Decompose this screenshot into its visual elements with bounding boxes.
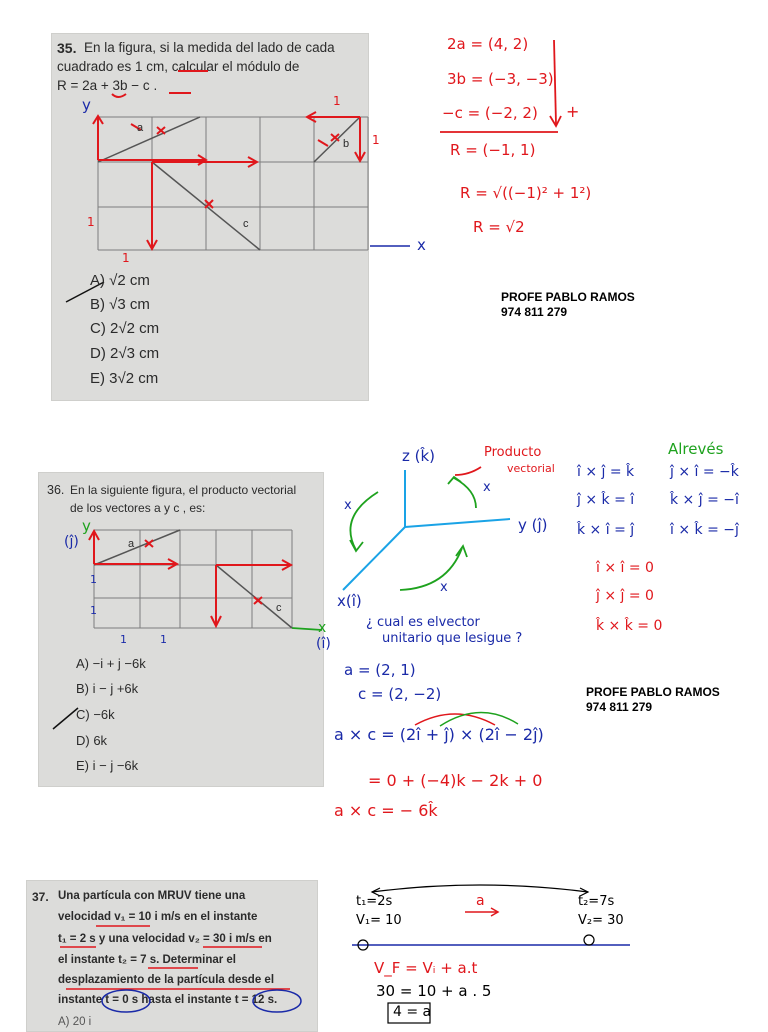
q36-reves-title: Alrevés bbox=[668, 440, 724, 458]
q36-zero-rule-2: ĵ × ĵ = 0 bbox=[596, 588, 654, 604]
q36-zero-rule-3: k̂ × k̂ = 0 bbox=[596, 618, 663, 634]
q37-number: 37. bbox=[32, 890, 49, 904]
q37-line2: velocidad v₁ = 10 i m/s en el instante bbox=[58, 911, 258, 923]
credit-name: PROFE PABLO RAMOS bbox=[501, 290, 635, 304]
q36-option-d: D) 6k bbox=[76, 733, 108, 748]
q35-work-3b: 3b = (−3, −3) bbox=[447, 70, 554, 88]
q35-number: 35. bbox=[57, 40, 77, 56]
q35-work-minus-c: −c = (−2, 2) bbox=[442, 104, 538, 122]
q35-vec-c: c bbox=[243, 218, 249, 230]
q35-axis-x: x bbox=[417, 236, 426, 254]
q36-axis-j: (ĵ) bbox=[64, 534, 79, 550]
q37-line3: t₁ = 2 s y una velocidad v₂ = 30 i m/s en bbox=[58, 933, 272, 945]
q36-question-line2: unitario que lesigue ? bbox=[382, 631, 523, 646]
q35-work-result: R = √2 bbox=[473, 218, 525, 236]
q35-axis-y: y bbox=[82, 96, 91, 114]
q36-diagram-cross-1: x bbox=[344, 498, 352, 513]
q36-option-a: A) −i + j −6k bbox=[76, 656, 146, 671]
q36-number: 36. bbox=[47, 483, 65, 497]
q36-step-eq: = 0 + (−4)k − 2k + 0 bbox=[368, 771, 543, 790]
q35-work-modulus: R = √((−1)² + 1²) bbox=[460, 184, 592, 202]
q35-one-label-bottom: 1 bbox=[122, 251, 130, 265]
q37-line1: Una partícula con MRUV tiene una bbox=[58, 890, 246, 902]
q36-diagram-y: y (ĵ) bbox=[518, 516, 548, 534]
q35-option-d: D) 2√3 cm bbox=[90, 345, 160, 362]
q36-axis-i: (î) bbox=[316, 636, 331, 652]
q37-t1: t₁=2s bbox=[356, 894, 393, 909]
q37-v2: V₂= 30 bbox=[578, 913, 624, 928]
q36-option-c: C) −6k bbox=[76, 707, 115, 722]
credit-name: PROFE PABLO RAMOS bbox=[586, 685, 720, 699]
q36-diagram-cross-3: x bbox=[440, 580, 448, 595]
q36-diagram-vectorial: vectorial bbox=[507, 462, 555, 475]
q36-rule-left-3: k̂ × î = ĵ bbox=[577, 522, 635, 538]
q36-rule-right-3: î × k̂ = −ĵ bbox=[670, 522, 739, 538]
q37-partial-option: A) 20 i bbox=[58, 1016, 92, 1028]
q36-option-b: B) i − j +6k bbox=[76, 681, 139, 696]
q37-substitution: 30 = 10 + a . 5 bbox=[376, 982, 492, 1000]
q35-vec-b: b bbox=[343, 138, 350, 150]
q35-work-2a: 2a = (4, 2) bbox=[447, 35, 529, 53]
q35-option-c: C) 2√2 cm bbox=[90, 320, 160, 337]
q37-line6: instante t = 0 s hasta el instante t = 12 s. bbox=[58, 994, 278, 1006]
q37-accel-label: a bbox=[476, 893, 485, 909]
q35-vec-a: a bbox=[137, 122, 144, 134]
q36-line1: En la siguiente figura, el producto vectorial bbox=[70, 483, 297, 497]
q35-option-b: B) √3 cm bbox=[90, 296, 150, 313]
q36-one-label-1: 1 bbox=[90, 573, 97, 586]
q36-vec-c-eq: c = (2, −2) bbox=[358, 685, 442, 703]
q36-rule-left-1: î × ĵ = k̂ bbox=[577, 464, 635, 480]
q36-zero-rule-1: î × î = 0 bbox=[596, 560, 654, 576]
q35-one-label-right: 1 bbox=[372, 133, 380, 147]
credit-phone: 974 811 279 bbox=[501, 305, 568, 319]
q35-one-label-left: 1 bbox=[87, 215, 95, 229]
q37-line4: el instante t₂ = 7 s. Determinar el bbox=[58, 954, 236, 966]
q35-plus: + bbox=[566, 102, 580, 121]
q35-option-e: E) 3√2 cm bbox=[90, 370, 159, 387]
q36-one-label-2: 1 bbox=[90, 604, 97, 617]
q36-rule-left-2: ĵ × k̂ = î bbox=[577, 492, 635, 508]
q36-axis-y: y bbox=[82, 517, 91, 535]
q36-diagram-cross-2: x bbox=[483, 480, 491, 495]
q36-axis-x: x bbox=[318, 620, 327, 636]
q37-t2: t₂=7s bbox=[578, 894, 615, 909]
q36-option-e: E) i − j −6k bbox=[76, 758, 139, 773]
q35-line3: R = 2a + 3b − c . bbox=[57, 78, 158, 93]
q36-diagram-z: z (k̂) bbox=[402, 447, 436, 465]
q36-vec-c: c bbox=[276, 602, 282, 614]
q37-line5: desplazamiento de la partícula desde el bbox=[58, 974, 275, 986]
q36-line2: de los vectores a y c , es: bbox=[70, 501, 206, 515]
q37-formula: V_F = Vᵢ + a.t bbox=[374, 959, 478, 977]
q36-rule-right-2: k̂ × ĵ = −î bbox=[670, 492, 739, 508]
credit-phone: 974 811 279 bbox=[586, 700, 653, 714]
q36-vec-a-eq: a = (2, 1) bbox=[344, 661, 416, 679]
q36-rule-right-1: ĵ × î = −k̂ bbox=[670, 464, 739, 480]
q36-diagram-x: x(î) bbox=[337, 592, 362, 610]
q37-v1: V₁= 10 bbox=[356, 913, 402, 928]
q35-one-label-top: 1 bbox=[333, 94, 341, 108]
q36-vec-a: a bbox=[128, 538, 135, 550]
q36-one-label-4: 1 bbox=[160, 633, 167, 646]
q35-line1: En la figura, si la medida del lado de cada bbox=[84, 40, 335, 55]
q36-result-eq: a × c = − 6k̂ bbox=[334, 801, 438, 820]
q37-boxed-result: 4 = a bbox=[393, 1004, 432, 1020]
q35-work-r: R = (−1, 1) bbox=[450, 141, 536, 159]
q36-one-label-3: 1 bbox=[120, 633, 127, 646]
q36-cross-eq: a × c = (2î + ĵ) × (2î − 2ĵ) bbox=[334, 725, 544, 744]
q35-line2: cuadrado es 1 cm, calcular el módulo de bbox=[57, 59, 300, 74]
q36-question-line1: ¿ cual es elvector bbox=[366, 615, 480, 630]
q36-diagram-producto: Producto bbox=[484, 445, 542, 460]
q35-option-a: A) √2 cm bbox=[90, 272, 150, 289]
